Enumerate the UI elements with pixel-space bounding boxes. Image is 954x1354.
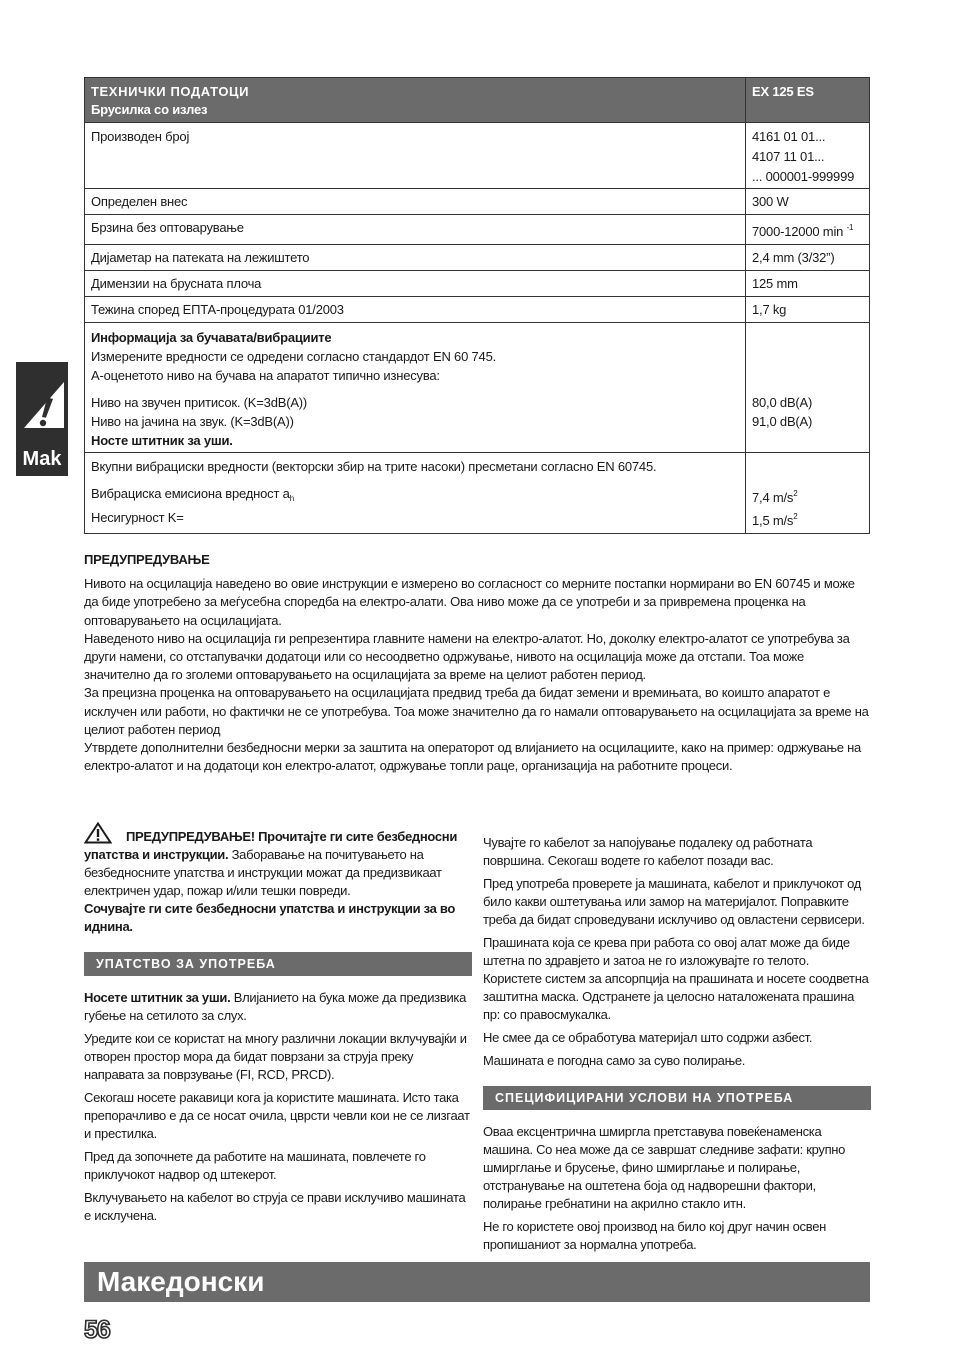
row-value: 7000-12000 min [752,224,844,239]
sound-pressure-label: Ниво на звучен притисок. (K=3dB(A)) [91,395,308,410]
vibration-info-row [85,453,870,534]
vibration-info-text: Вкупни вибрациски вредности (векторски збир на трите насоки) пресметани согласно EN 60745. [91,459,657,474]
row-value: 300 W [746,189,870,215]
table-row [85,189,870,215]
uncertainty-value: 1,5 m/s [752,513,794,528]
ear-protection-text: Влијанието на бука може да предизвика губење на сетилото за слух. [84,990,467,1023]
noise-info-row [85,323,870,453]
row-value: 2,4 mm (3/32”) [746,245,870,271]
table-row [85,271,870,297]
row-value-superscript: -1 [846,223,854,232]
row-label: Брзина без оптоварување [85,215,746,245]
row-value: 4107 11 01... [752,149,825,164]
left-column [84,822,472,1230]
safety-warning-heading: ПРЕДУПРЕДУВАЊЕ! Прочитајте ги сите безбедносни упатства и инструкции. [84,829,458,862]
unit-superscript: 2 [793,512,798,521]
table-header-row [85,78,870,123]
sound-power-value: 91,0 dB(A) [752,414,813,429]
noise-info-text: Измерените вредности се одредени согласно стандардот EN 60 745. [91,349,497,364]
emission-subscript: h [289,494,294,503]
table-row [85,297,870,323]
row-label: Тежина според ЕПТА-процедурата 01/2003 [85,297,746,323]
warning-title: ПРЕДУПРЕДУВАЊЕ [84,552,210,567]
noise-info-text: А-оценетото ниво на бучава на апаратот типично изнесува: [91,368,440,383]
warning-paragraph: Утврдете дополнителни безбедносни мерки за заштита на операторот од влијанието на осцилациите, како на пример: одржување на електро-алатот и на додатоци кон електро-алатот, одржување топли раце, организација на работните процеси. [84,740,862,774]
uncertainty-label: Несигурност K= [91,510,184,525]
instruction-paragraph: Пред употреба проверете ја машината, кабелот и приклучокот од било какви оштетувања или замор на материјалот. Поправките треба да бидат спроведувани исклучиво од овластени сервисери. [483,876,865,927]
row-value: 4161 01 01... [752,129,826,144]
row-value: 125 mm [746,271,870,297]
technical-data-table [84,77,870,534]
sound-power-label: Ниво на јачина на звук. (K=3dB(A)) [91,414,294,429]
row-value: 1,7 kg [746,297,870,323]
vibration-emission-value: 7,4 m/s [752,490,794,505]
warning-paragraph: Наведеното ниво на осцилација ги репрезентира главните намени на електро-алатот. Но, доколку електро-алатот се употребува за други намени, со отстапувачки додатоци или со несоодветно одржување, нивото на осцилација може да отстапи. Тоа може значително да го зголеми оптоварувањето на осцилацијата за време на целиот работен период. [84,630,850,683]
instruction-paragraph: Вклучувањето на кабелот во струја се прави исклучиво машината е исклучена. [84,1190,466,1223]
language-side-tab [16,362,68,476]
instruction-paragraph: Уредите кои се користат на многу различни локации вклучувајќи и отворен простор мора да бидат поврзани за струја преку направата за поврзување (FI, RCD, PRCD). [84,1031,467,1082]
row-label: Определен внес [85,189,746,215]
instruction-paragraph: Не го користете овој производ на било кој друг начин освен пропишаниот за нормална употреба. [483,1219,827,1252]
ear-protection-heading: Носете штитник за уши. [84,990,231,1005]
warning-exclamation-icon [18,376,66,436]
language-code: Mak [22,448,62,470]
row-label: Дијаметар на патеката на лежиштето [85,245,746,271]
unit-superscript: 2 [793,489,798,498]
row-value: ... 000001-999999 [752,169,855,184]
model-name: EX 125 ES [746,78,870,123]
row-label: Производен број [85,123,746,189]
table-subtitle: Брусилка со излез [91,102,208,117]
section-heading-usage: УПАТСТВО ЗА УПОТРЕБА [84,952,472,976]
instruction-paragraph: Прашината која се крева при работа со овој алат може да биде штетна по здравјето и затоа не го изложувајте го телото. Користете систем за апсорпција на прашината и носете соодветна заштитна маска. Одстранете ја целосно наталожената прашина пр: со правосмукалка. [483,935,869,1022]
vibration-emission-label: Вибрациска емисиона вредност a [91,486,290,501]
instruction-paragraph: Машината е погодна само за суво полирање. [483,1053,746,1068]
instruction-paragraph: Секогаш носете ракавици кога ја користите машината. Исто така препорачливо е да се носат очила, цврсти чевли кои не се лизгаат и престилка. [84,1090,470,1141]
language-banner: Македонски [84,1262,870,1302]
table-row [85,245,870,271]
safety-warning-text: Заборавање на почитувањето на безбедносните упатства и инструкции можат да предизвикаат електричен удар, пожар и/или тешки повреди. [84,847,442,898]
sound-pressure-value: 80,0 dB(A) [752,395,813,410]
noise-info-title: Информација за бучавата/вибрациите [91,330,332,345]
table-title: ТЕХНИЧКИ ПОДАТОЦИ [91,84,250,99]
keep-instructions-note: Сочувајте ги сите безбедносни упатства и инструкции за во иднина. [84,901,456,934]
instruction-paragraph: Чувајте го кабелот за напојување подалеку од работната површина. Секогаш водете го кабелот позади вас. [483,835,813,868]
page-number: 56 [84,1316,110,1344]
instruction-paragraph: Не смее да се обработува материјал што содржи азбест. [483,1030,813,1045]
row-label: Димензии на брусната плоча [85,271,746,297]
table-row [85,215,870,245]
instruction-paragraph: Оваа ексцентрична шмиргла претставува повеќенаменска машина. Со неа може да се завршат следниве зафати: крупно шмирглање и брусење, фино шмирглање и полирање, отстранување на оштетена боја од надворешни фактори, полирање гребнатини на акрилно стакло итн. [483,1124,846,1211]
vibration-warning [84,551,870,775]
ear-protection-note: Носте штитник за уши. [91,433,233,448]
section-heading-specified-use: СПЕЦИФИЦИРАНИ УСЛОВИ НА УПОТРЕБА [483,1086,871,1110]
warning-triangle-icon [84,822,112,844]
warning-paragraph: За прецизна проценка на оптоварувањето на осцилацијата предвид треба да бидат земени и времињата, во коишто апаратот е исклучен или работи, но фактички не се употребува. Тоа може значително да го намали оптоварувањето на осцилацијата за време на целиот работен период [84,685,869,737]
right-column [483,834,871,1259]
table-row [85,123,870,189]
warning-paragraph: Нивото на осцилација наведено во овие инструкции е измерено во согласност со мерните постапки нормирани во EN 60745 и може да биде употребено за меѓусебна споредба на електро-алати. Ова ниво може да се употреби и за привремена проценка на оптоварувањето на осцилацијата. [84,576,855,628]
instruction-paragraph: Пред да зопочнете да работите на машината, повлечете го приклучокот надвор од штекерот. [84,1149,426,1182]
